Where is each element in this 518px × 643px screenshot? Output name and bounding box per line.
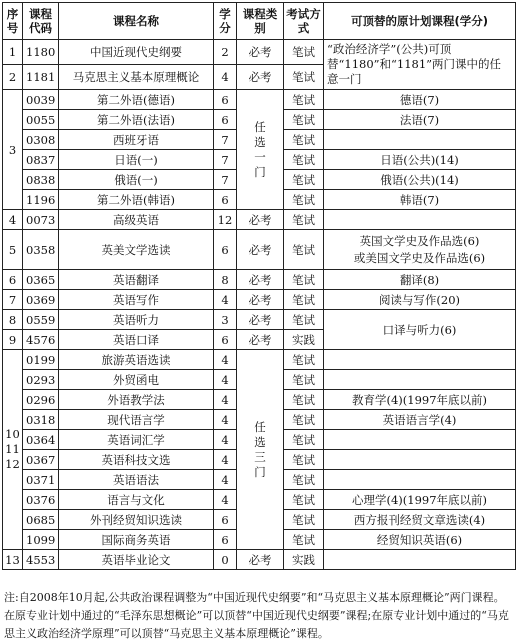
seq-cell: 6 xyxy=(3,270,23,290)
seq-cell: 9 xyxy=(3,330,23,350)
type-cell: 必考 xyxy=(237,230,284,270)
code-cell: 0367 xyxy=(23,450,59,470)
seq-cell: 7 xyxy=(3,290,23,310)
exam-cell: 笔试 xyxy=(284,410,324,430)
code-cell: 1180 xyxy=(23,40,59,65)
code-cell: 0073 xyxy=(23,210,59,230)
code-cell: 1099 xyxy=(23,530,59,550)
name-cell: 英语听力 xyxy=(59,310,214,330)
code-cell: 0376 xyxy=(23,490,59,510)
name-cell: 英语口译 xyxy=(59,330,214,350)
seq-cell-group: 10 11 12 xyxy=(3,350,23,550)
replace-cell xyxy=(324,130,516,150)
exam-cell: 笔试 xyxy=(284,110,324,130)
exam-cell: 笔试 xyxy=(284,310,324,330)
code-cell: 0296 xyxy=(23,390,59,410)
code-cell: 0293 xyxy=(23,370,59,390)
code-cell: 4576 xyxy=(23,330,59,350)
header-credit: 学分 xyxy=(214,3,237,40)
credit-cell: 6 xyxy=(214,190,237,210)
credit-cell: 4 xyxy=(214,390,237,410)
type-cell: 必考 xyxy=(237,550,284,570)
name-cell: 中国近现代史纲要 xyxy=(59,40,214,65)
seq-cell: 8 xyxy=(3,310,23,330)
replace-cell: 韩语(7) xyxy=(324,190,516,210)
name-cell: 俄语(一) xyxy=(59,170,214,190)
code-cell: 0364 xyxy=(23,430,59,450)
table-row xyxy=(3,350,516,370)
replace-cell: 英语语言学(4) xyxy=(324,410,516,430)
seq-cell: 1 xyxy=(3,40,23,65)
exam-cell: 笔试 xyxy=(284,530,324,550)
exam-cell: 笔试 xyxy=(284,270,324,290)
credit-cell: 8 xyxy=(214,270,237,290)
exam-cell: 笔试 xyxy=(284,65,324,90)
name-cell: 马克思主义基本原理概论 xyxy=(59,65,214,90)
header-row xyxy=(3,3,516,40)
name-cell: 外贸函电 xyxy=(59,370,214,390)
table-row xyxy=(3,90,516,110)
replace-cell: 经贸知识英语(6) xyxy=(324,530,516,550)
code-cell: 0358 xyxy=(23,230,59,270)
replace-cell: 俄语(公共)(14) xyxy=(324,170,516,190)
replace-cell: 阅读与写作(20) xyxy=(324,290,516,310)
exam-cell: 笔试 xyxy=(284,170,324,190)
replace-cell xyxy=(324,350,516,370)
name-cell: 现代语言学 xyxy=(59,410,214,430)
header-code: 课程代码 xyxy=(23,3,59,40)
exam-cell: 实践 xyxy=(284,330,324,350)
replace-cell-merged: 口译与听力(6) xyxy=(324,310,516,350)
seq-cell: 5 xyxy=(3,230,23,270)
credit-cell: 4 xyxy=(214,370,237,390)
code-cell: 4553 xyxy=(23,550,59,570)
exam-cell: 笔试 xyxy=(284,370,324,390)
replace-cell: 西方报刊经贸文章选读(4) xyxy=(324,510,516,530)
credit-cell: 2 xyxy=(214,40,237,65)
header-name: 课程名称 xyxy=(59,3,214,40)
exam-cell: 笔试 xyxy=(284,210,324,230)
exam-cell: 笔试 xyxy=(284,510,324,530)
credit-cell: 6 xyxy=(214,110,237,130)
table-row xyxy=(3,210,516,230)
table-row xyxy=(3,310,516,330)
type-cell: 必考 xyxy=(237,330,284,350)
credit-cell: 7 xyxy=(214,170,237,190)
name-cell: 日语(一) xyxy=(59,150,214,170)
replace-cell xyxy=(324,430,516,450)
credit-cell: 4 xyxy=(214,350,237,370)
header-type: 课程类别 xyxy=(237,3,284,40)
replace-cell: 日语(公共)(14) xyxy=(324,150,516,170)
code-cell: 0559 xyxy=(23,310,59,330)
type-cell: 必考 xyxy=(237,40,284,65)
replace-cell xyxy=(324,210,516,230)
exam-cell: 笔试 xyxy=(284,90,324,110)
replace-cell: 心理学(4)(1997年底以前) xyxy=(324,490,516,510)
seq-cell: 13 xyxy=(3,550,23,570)
credit-cell: 4 xyxy=(214,470,237,490)
table-row xyxy=(3,290,516,310)
code-cell: 0838 xyxy=(23,170,59,190)
table-row xyxy=(3,230,516,270)
name-cell: 英语词汇学 xyxy=(59,430,214,450)
credit-cell: 0 xyxy=(214,550,237,570)
credit-cell: 7 xyxy=(214,150,237,170)
curriculum-table xyxy=(2,2,516,570)
credit-cell: 4 xyxy=(214,410,237,430)
name-cell: 第二外语(韩语) xyxy=(59,190,214,210)
replace-cell xyxy=(324,370,516,390)
code-cell: 1196 xyxy=(23,190,59,210)
credit-cell: 4 xyxy=(214,450,237,470)
code-cell: 0039 xyxy=(23,90,59,110)
name-cell: 外语教学法 xyxy=(59,390,214,410)
name-cell: 英语毕业论文 xyxy=(59,550,214,570)
code-cell: 1181 xyxy=(23,65,59,90)
exam-cell: 笔试 xyxy=(284,390,324,410)
table-row xyxy=(3,270,516,290)
credit-cell: 4 xyxy=(214,290,237,310)
type-cell: 必考 xyxy=(237,65,284,90)
seq-cell: 2 xyxy=(3,65,23,90)
credit-cell: 12 xyxy=(214,210,237,230)
name-cell: 英美文学选读 xyxy=(59,230,214,270)
credit-cell: 6 xyxy=(214,510,237,530)
code-cell: 0837 xyxy=(23,150,59,170)
name-cell: 西班牙语 xyxy=(59,130,214,150)
code-cell: 0199 xyxy=(23,350,59,370)
header-replace: 可顶替的原计划课程(学分) xyxy=(324,3,516,40)
type-cell-group: 任 选 三 门 xyxy=(237,350,284,550)
table-row xyxy=(3,550,516,570)
replace-cell xyxy=(324,470,516,490)
name-cell: 旅游英语选读 xyxy=(59,350,214,370)
code-cell: 0685 xyxy=(23,510,59,530)
name-cell: 第二外语(法语) xyxy=(59,110,214,130)
credit-cell: 7 xyxy=(214,130,237,150)
type-cell: 必考 xyxy=(237,310,284,330)
name-cell: 英语语法 xyxy=(59,470,214,490)
code-cell: 0308 xyxy=(23,130,59,150)
replace-cell: 英国文学史及作品选(6) 或美国文学史及作品选(6) xyxy=(324,230,516,270)
credit-cell: 6 xyxy=(214,90,237,110)
exam-cell: 笔试 xyxy=(284,130,324,150)
replace-cell xyxy=(324,450,516,470)
exam-cell: 笔试 xyxy=(284,450,324,470)
replace-cell: 翻译(8) xyxy=(324,270,516,290)
exam-cell: 笔试 xyxy=(284,490,324,510)
credit-cell: 4 xyxy=(214,65,237,90)
name-cell: 高级英语 xyxy=(59,210,214,230)
exam-cell: 笔试 xyxy=(284,230,324,270)
name-cell: 语言与文化 xyxy=(59,490,214,510)
code-cell: 0369 xyxy=(23,290,59,310)
type-cell: 必考 xyxy=(237,210,284,230)
code-cell: 0371 xyxy=(23,470,59,490)
code-cell: 0318 xyxy=(23,410,59,430)
name-cell: 英语写作 xyxy=(59,290,214,310)
credit-cell: 6 xyxy=(214,330,237,350)
replace-cell: 德语(7) xyxy=(324,90,516,110)
replace-cell xyxy=(324,550,516,570)
credit-cell: 4 xyxy=(214,430,237,450)
name-cell: 第二外语(德语) xyxy=(59,90,214,110)
exam-cell: 笔试 xyxy=(284,40,324,65)
replace-cell-merged: “政治经济学”(公共)可顶替“1180”和“1181”两门课中的任意一门 xyxy=(324,40,516,90)
name-cell: 国际商务英语 xyxy=(59,530,214,550)
replace-cell: 法语(7) xyxy=(324,110,516,130)
type-cell-group: 任 选 一 门 xyxy=(237,90,284,210)
exam-cell: 笔试 xyxy=(284,350,324,370)
exam-cell: 实践 xyxy=(284,550,324,570)
name-cell: 英语科技文选 xyxy=(59,450,214,470)
replace-cell: 教育学(4)(1997年底以前) xyxy=(324,390,516,410)
code-cell: 0055 xyxy=(23,110,59,130)
type-cell: 必考 xyxy=(237,290,284,310)
exam-cell: 笔试 xyxy=(284,470,324,490)
seq-cell-group: 3 xyxy=(3,90,23,210)
type-cell: 必考 xyxy=(237,270,284,290)
credit-cell: 6 xyxy=(214,230,237,270)
header-exam: 考试方式 xyxy=(284,3,324,40)
footnote: 注:自2008年10月起,公共政治课程调整为“中国近现代史纲要”和“马克思主义基本原理概论”两门课程。在原专业计划中通过的“毛泽东思想概论”可以顶替“中国近现代史纲要”课程;在原专业计划中通过的“马克思主义政治经济学原理”可以顶替“马克思主义基本原理概论”课程。 xyxy=(4,591,509,640)
exam-cell: 笔试 xyxy=(284,430,324,450)
credit-cell: 6 xyxy=(214,530,237,550)
name-cell: 英语翻译 xyxy=(59,270,214,290)
code-cell: 0365 xyxy=(23,270,59,290)
exam-cell: 笔试 xyxy=(284,290,324,310)
credit-cell: 3 xyxy=(214,310,237,330)
exam-cell: 笔试 xyxy=(284,150,324,170)
exam-cell: 笔试 xyxy=(284,190,324,210)
seq-cell: 4 xyxy=(3,210,23,230)
credit-cell: 4 xyxy=(214,490,237,510)
name-cell: 外刊经贸知识选读 xyxy=(59,510,214,530)
header-seq: 序号 xyxy=(3,3,23,40)
table-row xyxy=(3,40,516,65)
